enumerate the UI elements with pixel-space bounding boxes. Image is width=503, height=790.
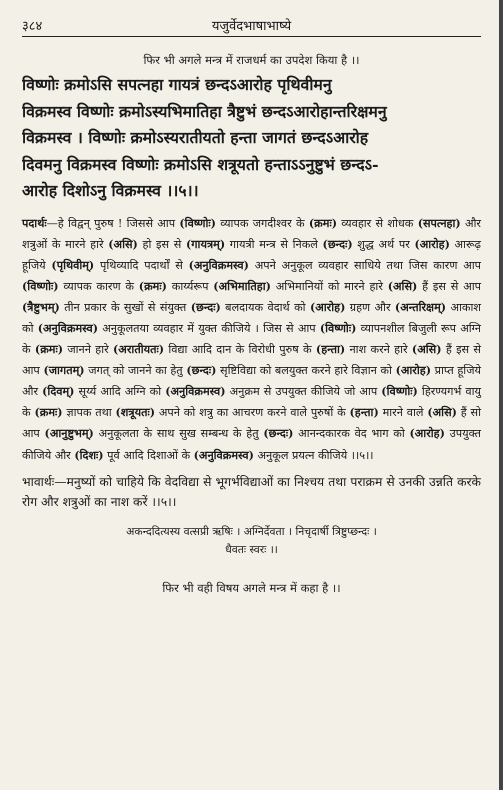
bhavartha-label: भावार्थः — [22, 474, 55, 489]
page-edge — [499, 0, 503, 790]
running-title: यजुर्वेदभाषाभाष्ये — [211, 19, 292, 34]
intro-line: फिर भी अगले मन्त्र में राजधर्म का उपदेश किया है ।। — [143, 53, 360, 67]
svara-line: धैवतः स्वरः ।। — [225, 542, 278, 556]
mantra-line: विक्रमस्व विष्णोः क्रमोऽस्यभिमातिहा त्रैष्टुभं छन्दऽआरोहान्तरिक्षमनु — [22, 101, 387, 121]
outro-line: फिर भी वही विषय अगले मन्त्र में कहा है ।। — [162, 580, 341, 595]
mantra-line: दिवमनु विक्रमस्व विष्णोः क्रमोऽसि शत्रूयतो हन्ताऽऽनुष्टुभं छन्दऽ- — [22, 154, 379, 174]
mantra-line: विक्रमस्व । विष्णोः क्रमोऽस्यरातीयतो हन्ता जागतं छन्दऽआरोह — [22, 128, 369, 147]
mantra-block — [22, 72, 481, 205]
mantra-line: विष्णोः क्रमोऽसि सपत्नहा गायत्रं छन्दऽआरोह पृथिवीमनु — [22, 75, 332, 94]
padartha-text: —हे विद्वन् पुरुष ! जिससे आप (विष्णोः) व्यापक जगदीश्वर के (क्रमः) व्यवहार से शोधक (सपत्नहा) और शत्रुओं के मारने हारे (असि) हो इस से (गायत्रम्) गायत्री मन्त्र से निकले (छन्दः) शुद्ध अर्थ पर (आरोह) आरूढ़ हूजिये (पृथिवीम्) पृथिव्यादि पदार्थों से (अनुविक्रमस्व) अपने अनुकूल व्यवहार साधिये तथा जिस कारण आप (विष्णोः) व्यापक कारण के (क्रमः) कार्य्यरूप (अभिमातिहा) अभिमानियों को मारने हारे (असि) हैं इस से आप (त्रैष्टुभम्) तीन प्रकार के सुखों से संयुक्त (छन्दः) बलदायक वेदार्थ को (आरोह) ग्रहण और (अन्तरिक्षम्) आकाश को (अनुविक्रमस्व) अनुकूलतया व्यवहार में युक्त कीजिये । जिस से आप (विष्णोः) व्यापनशील बिजुली रूप अग्नि के (क्रमः) जानने हारे (अरातीयतः) विद्या आदि दान के विरोधी पुरुष के (हन्ता) नाश करने हारे (असि) हैं इस से आप (जागतम्) जगत् को जानने का हेतु (छन्दः) सृष्टिविद्या को बलयुक्त करने हारे विज्ञान को (आरोह) प्राप्त हूजिये और (दिवम्) सूर्य्य आदि अग्नि को (अनुविक्रमस्व) अनुक्रम से उपयुक्त कीजिये जो आप (विष्णोः) हिरण्यगर्भ वायु के (क्रमः) ज्ञापक तथा (शत्रूयतः) अपने को शत्रु का आचरण करने वाले पुरुषों के (हन्ता) मारने वाले (असि) हैं सो आप (आनुष्टुभम्) अनुकूलता के साथ सुख सम्बन्ध के हेतु (छन्दः) आनन्दकारक वेद भाग को (आरोह) उपयुक्त कीजिये और (दिशः) पूर्व आदि दिशाओं के (अनुविक्रमस्व) अनुकूल प्रयत्न कीजिये ।।५।। — [22, 215, 482, 462]
page-number: ३८४ — [22, 19, 43, 34]
rishi-line: अकन्ददित्यस्य वत्सप्री ऋषिः । अग्निर्देवता । निचृदार्षी त्रिष्टुप्छन्दः । — [126, 524, 377, 538]
mantra-line: आरोह दिशोऽनु विक्रमस्व ।।५।। — [22, 181, 199, 200]
padartha-label: पदार्थः — [22, 215, 47, 230]
padartha-paragraph — [22, 213, 481, 466]
bhavartha-paragraph — [22, 472, 481, 513]
rishi-devata-block — [22, 523, 481, 559]
page-header — [22, 10, 481, 37]
bhavartha-text: —मनुष्यों को चाहिये कि वेदविद्या से भूगर्भविद्याओं का निश्चय तथा पराक्रम से उनकी उन्नति करके रोग और शत्रुओं का नाश करें ।।५।। — [22, 474, 481, 510]
